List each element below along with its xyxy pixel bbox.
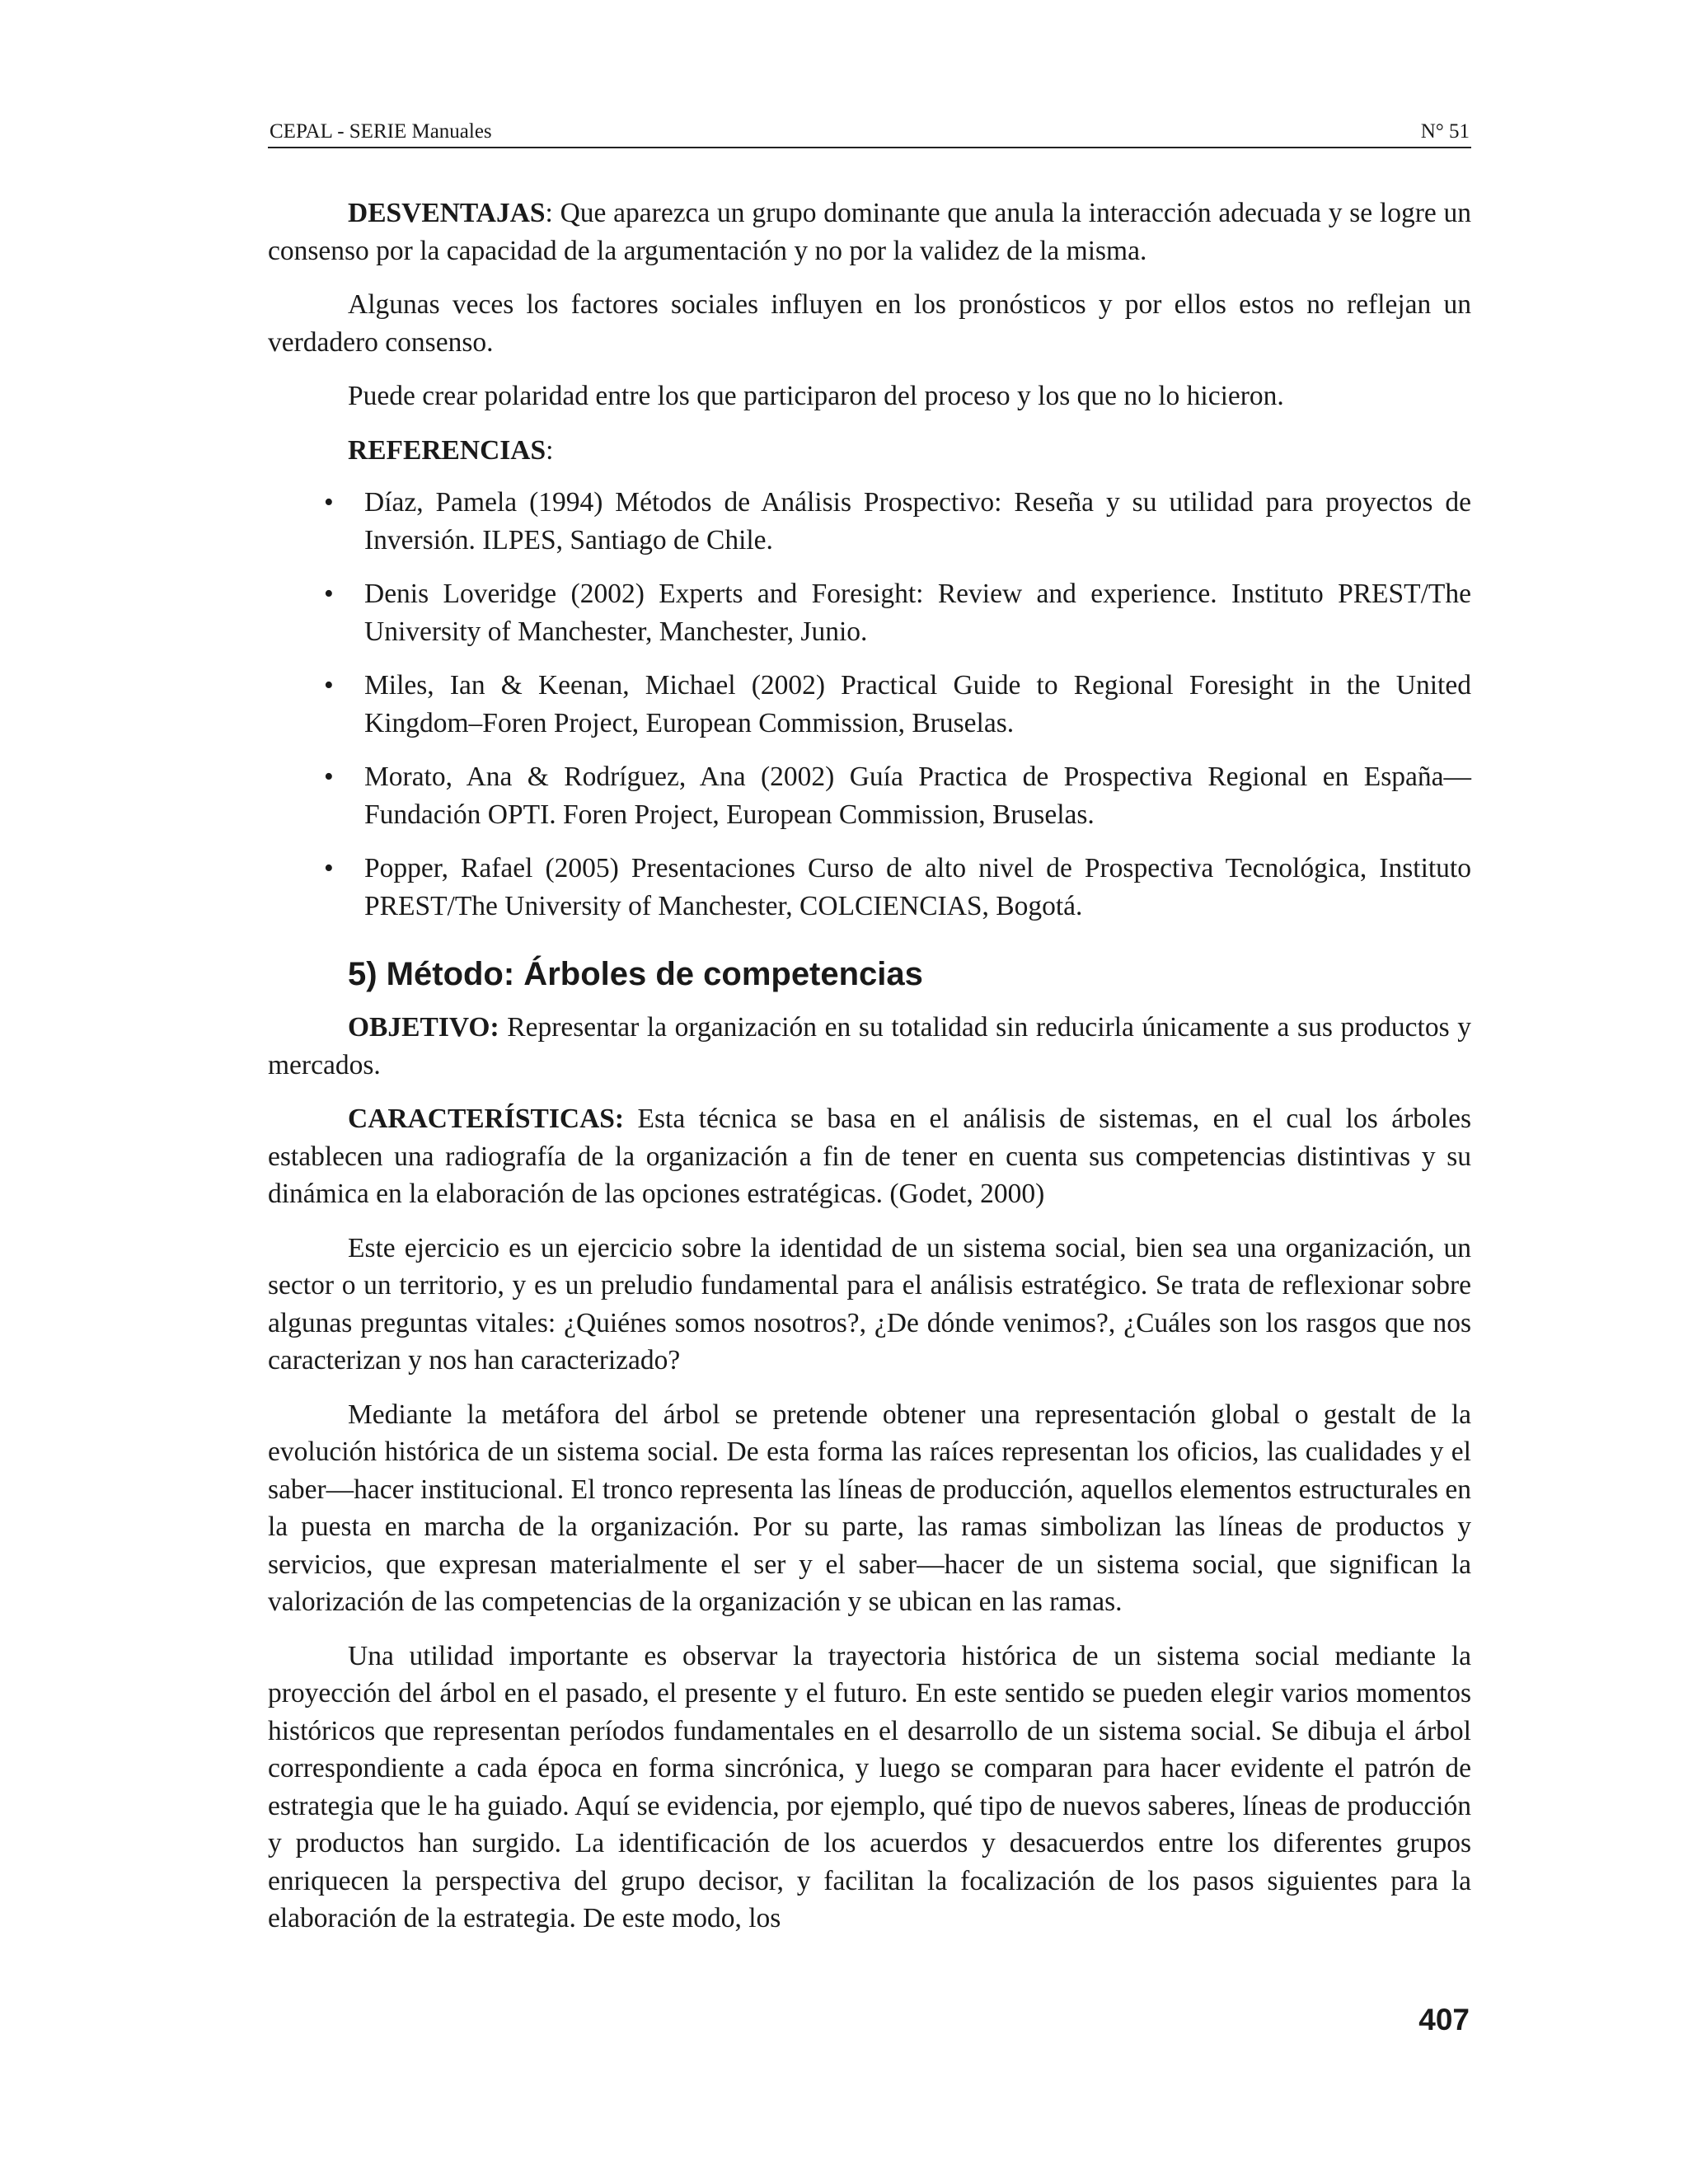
- reference-item: [268, 575, 1471, 650]
- bullet-icon: •: [324, 853, 334, 883]
- referencias-label: REFERENCIAS: [348, 434, 546, 466]
- bullet-icon: •: [324, 579, 334, 609]
- caracteristicas-label: CARACTERÍSTICAS:: [348, 1104, 625, 1134]
- reference-item: [268, 850, 1471, 925]
- bullet-icon: •: [324, 762, 334, 792]
- paragraph-mediante: Mediante la metáfora del árbol se pretende obtener una representación global o gestalt de la evolución histórica de un sistema social. De esta forma las raíces representan los oficios, las cualidades y el saber—hacer institucional. El tronco representa las líneas de producción, aquellos elementos estructurales en la puesta en marcha de la organización. Por su parte, las ramas simbolizan las líneas de productos y servicios, que expresan materialmente el ser y el saber—hacer de un sistema social, que significan la valorización de las competencias de la organización y se ubican en las ramas.: [268, 1399, 1471, 1617]
- paragraph-algunas: Algunas veces los factores sociales influyen en los pronósticos y por ellos estos no reflejan un verdadero consenso.: [268, 289, 1471, 358]
- reference-list: [268, 484, 1471, 925]
- bullet-icon: •: [324, 670, 334, 701]
- referencias-colon: :: [546, 434, 554, 466]
- issue-number: N° 51: [1420, 120, 1470, 143]
- paragraph-caracteristicas: [268, 1100, 1471, 1213]
- reference-item: [268, 758, 1471, 833]
- paragraph-objetivo: [268, 1009, 1471, 1084]
- reference-text: Denis Loveridge (2002) Experts and Foresight: Review and experience. Instituto PREST/The University of Manchester, Manchester, Junio.: [364, 579, 1471, 647]
- caracteristicas-text: Esta técnica se basa en el análisis de sistemas, en el cual los árboles establecen una radiografía de la organización a fin de tener en cuenta sus competencias distintivas y su dinámica en la elaboración de las opciones estratégicas. (Godet, 2000): [268, 1104, 1471, 1209]
- reference-text: Popper, Rafael (2005) Presentaciones Curso de alto nivel de Prospectiva Tecnológica, Instituto PREST/The University of Manchester, COLCIENCIAS, Bogotá.: [364, 853, 1471, 921]
- referencias-heading: [268, 432, 1471, 470]
- desventajas-text: : Que aparezca un grupo dominante que anula la interacción adecuada y se logre un consenso por la capacidad de la argumentación y no por la validez de la misma.: [268, 198, 1471, 266]
- bullet-icon: •: [324, 487, 334, 518]
- objetivo-text: Representar la organización en su totalidad sin reducirla únicamente a sus productos y mercados.: [268, 1012, 1471, 1080]
- reference-text: Díaz, Pamela (1994) Métodos de Análisis Prospectivo: Reseña y su utilidad para proyectos de Inversión. ILPES, Santiago de Chile.: [364, 487, 1471, 555]
- reference-text: Miles, Ian & Keenan, Michael (2002) Practical Guide to Regional Foresight in the United Kingdom–Foren Project, European Commission, Bruselas.: [364, 670, 1471, 738]
- reference-item: [268, 484, 1471, 559]
- paragraph-puede: Puede crear polaridad entre los que participaron del proceso y los que no lo hicieron.: [348, 381, 1284, 411]
- paragraph-una: Una utilidad importante es observar la trayectoria histórica de un sistema social mediante la proyección del árbol en el pasado, el presente y el futuro. En este sentido se pueden elegir varios momentos históricos que representan períodos fundamentales en el desarrollo de un sistema social. Se dibuja el árbol correspondiente a cada época en forma sincrónica, y luego se comparan para hacer evidente el patrón de estrategia que le ha guiado. Aquí se evidencia, por ejemplo, qué tipo de nuevos saberes, líneas de producción y productos han surgido. La identificación de los acuerdos y desacuerdos entre los diferentes grupos enriquecen la perspectiva del grupo decisor, y facilitan la focalización de los pasos siguientes para la elaboración de la estrategia. De este modo, los: [268, 1640, 1471, 1933]
- document-page: [268, 0, 1471, 2184]
- paragraph-desventajas: [268, 194, 1471, 269]
- desventajas-label: DESVENTAJAS: [348, 198, 546, 228]
- reference-item: [268, 667, 1471, 742]
- paragraph-este: Este ejercicio es un ejercicio sobre la identidad de un sistema social, bien sea una organización, un sector o un territorio, y es un preludio fundamental para el análisis estratégico. Se trata de reflexionar sobre algunas preguntas vitales: ¿Quiénes somos nosotros?, ¿De dónde venimos?, ¿Cuáles son los rasgos que nos caracterizan y nos han caracterizado?: [268, 1232, 1471, 1376]
- reference-text: Morato, Ana & Rodríguez, Ana (2002) Guía Practica de Prospectiva Regional en España—Fundación OPTI. Foren Project, European Commission, Bruselas.: [364, 762, 1471, 830]
- section-heading: 5) Método: Árboles de competencias: [348, 956, 923, 992]
- page-number: 407: [1418, 2003, 1470, 2036]
- objetivo-label: OBJETIVO:: [348, 1012, 499, 1043]
- running-header: [268, 117, 1471, 148]
- series-title: CEPAL - SERIE Manuales: [270, 120, 492, 143]
- page-body: [268, 194, 1471, 1954]
